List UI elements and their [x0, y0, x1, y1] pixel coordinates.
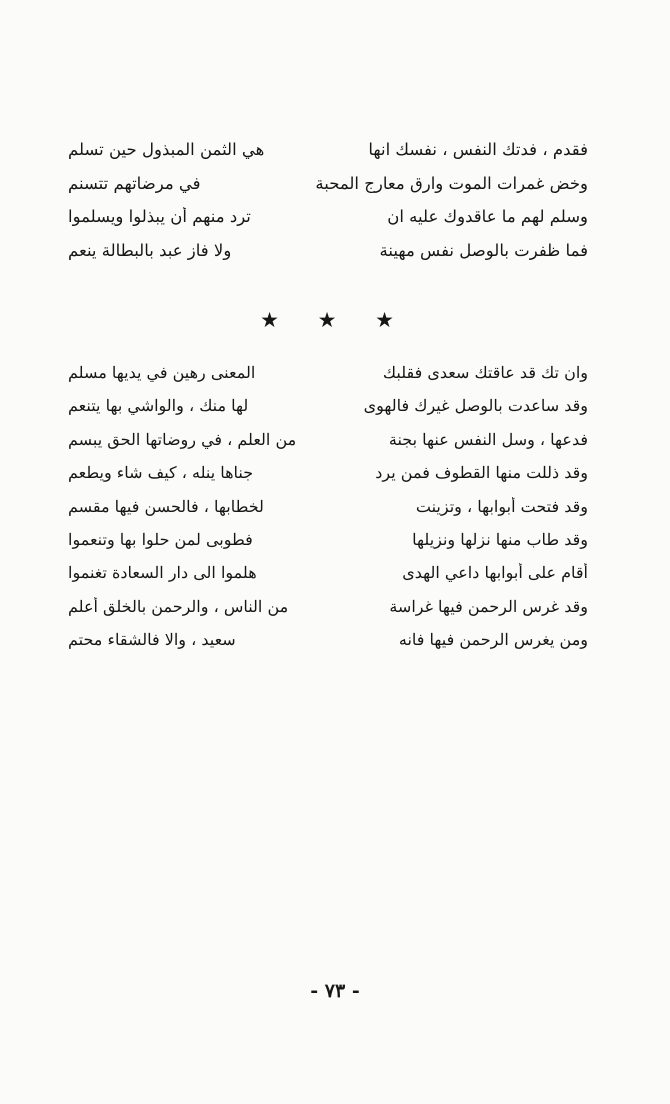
- verse-second-hemistich: ترد منهم أن يبذلوا ويسلموا: [68, 207, 251, 226]
- verse-second-hemistich: هلموا الى دار السعادة تغنموا: [68, 563, 257, 583]
- verse-second-hemistich: ولا فاز عبد بالبطالة ينعم: [68, 240, 232, 260]
- verse-second-hemistich: من العلم ، في روضاتها الحق يبسم: [68, 429, 297, 449]
- verse-line: [68, 140, 588, 174]
- verse-first-hemistich: فقدم ، فدتك النفس ، نفسك انها: [368, 140, 588, 159]
- verse-first-hemistich: وسلم لهم ما عاقدوك عليه ان: [387, 207, 588, 226]
- verse-second-hemistich: هي الثمن المبذول حين تسلم: [68, 140, 265, 159]
- verse-line: [68, 563, 588, 596]
- verse-line: [68, 396, 588, 429]
- page-number: - ٧٣ -: [310, 980, 360, 1002]
- verse-line: [68, 597, 588, 630]
- verse-line: [68, 430, 588, 463]
- verse-first-hemistich: وخض غمرات الموت وارق معارج المحبة: [315, 173, 588, 193]
- verse-first-hemistich: وان تك قد عاقتك سعدى فقلبك: [382, 363, 588, 382]
- verse-second-hemistich: فطوبى لمن حلوا بها وتنعموا: [68, 529, 253, 549]
- verse-first-hemistich: فما ظفرت بالوصل نفس مهينة: [379, 240, 588, 260]
- stanza-1: [68, 140, 588, 274]
- verse-second-hemistich: المعنى رهين في يديها مسلم: [68, 363, 256, 382]
- verse-first-hemistich: ومن يغرس الرحمن فيها فانه: [398, 630, 588, 650]
- verse-second-hemistich: من الناس ، والرحمن بالخلق أعلم: [68, 596, 289, 616]
- verse-line: [68, 497, 588, 530]
- verse-first-hemistich: وقد غرس الرحمن فيها غراسة: [389, 596, 588, 616]
- verse-line: [68, 630, 588, 663]
- verse-first-hemistich: وقد ساعدت بالوصل غيرك فالهوى: [363, 396, 588, 416]
- verse-first-hemistich: وقد طاب منها نزلها ونزيلها: [412, 529, 588, 549]
- stanza-2: [68, 363, 588, 664]
- verse-line: [68, 241, 588, 275]
- verse-second-hemistich: جناها ينله ، كيف شاء ويطعم: [68, 463, 254, 483]
- verse-first-hemistich: وقد فتحت أبوابها ، وتزينت: [415, 496, 588, 516]
- verse-second-hemistich: لها منك ، والواشي بها يتنعم: [68, 396, 249, 416]
- verse-first-hemistich: وقد ذللت منها القطوف فمن يرد: [375, 463, 588, 483]
- section-separator-stars: ★ ★ ★: [260, 308, 410, 332]
- verse-line: [68, 363, 588, 396]
- verse-line: [68, 530, 588, 563]
- verse-line: [68, 207, 588, 241]
- verse-line: [68, 174, 588, 208]
- verse-first-hemistich: أقام على أبوابها داعي الهدى: [402, 563, 588, 583]
- verse-second-hemistich: سعيد ، والا فالشقاء محتم: [68, 630, 236, 650]
- verse-second-hemistich: في مرضاتهم تتسنم: [68, 173, 201, 193]
- verse-line: [68, 463, 588, 496]
- verse-first-hemistich: فدعها ، وسل النفس عنها بجنة: [388, 429, 588, 449]
- verse-second-hemistich: لخطابها ، فالحسن فيها مقسم: [68, 496, 264, 516]
